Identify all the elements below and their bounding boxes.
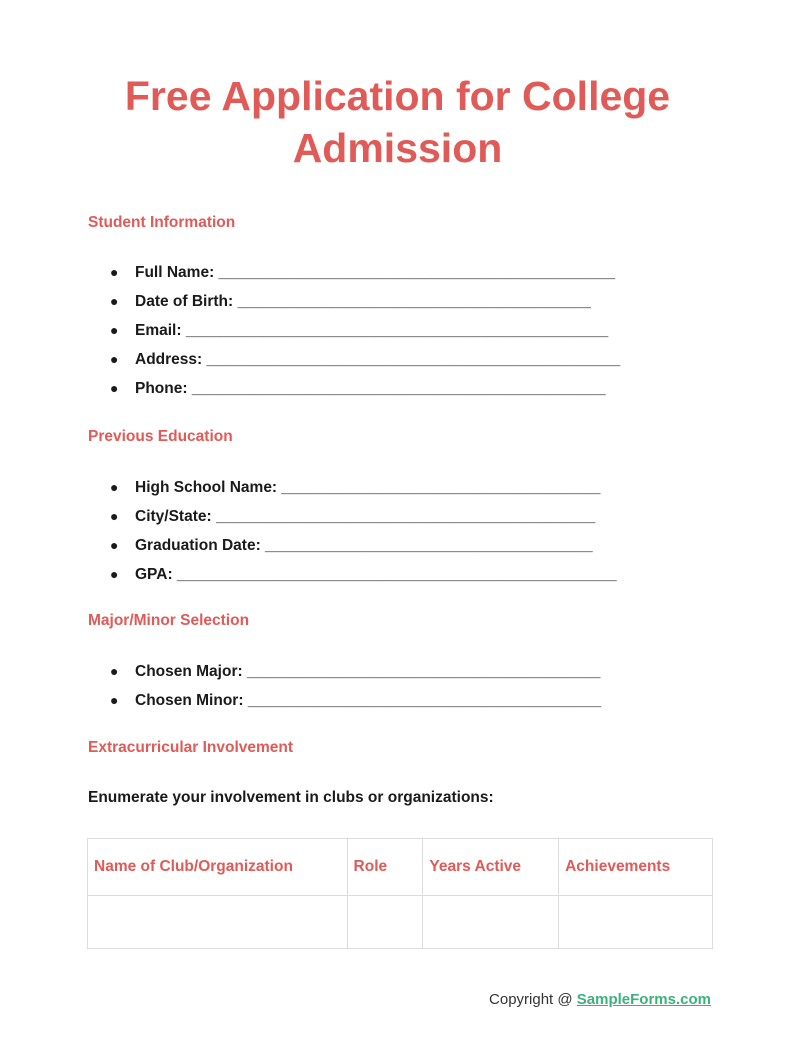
column-header-years-active: Years Active	[423, 839, 559, 896]
list-item: ● Graduation Date: ______________________________________	[110, 531, 617, 560]
list-item: ● Full Name: ______________________________________________	[110, 258, 620, 287]
full-name-field[interactable]: ______________________________________________	[218, 264, 616, 281]
copyright-text: Copyright @	[489, 991, 577, 1008]
brand-link[interactable]: SampleForms.com	[576, 991, 711, 1008]
section-heading-student-information: Student Information	[88, 214, 236, 231]
column-header-achievements: Achievements	[559, 839, 713, 896]
list-item: ● High School Name: _____________________________________	[110, 473, 617, 502]
phone-field[interactable]: ________________________________________________	[191, 380, 606, 397]
field-label-address: Address:	[135, 351, 203, 368]
table-header-row	[88, 839, 713, 896]
field-label-city-state: City/State:	[135, 508, 212, 525]
list-item: ● City/State: ____________________________________________	[110, 502, 617, 531]
graduation-date-field[interactable]: ______________________________________	[265, 537, 593, 554]
section-heading-previous-education: Previous Education	[88, 428, 233, 445]
field-label-email: Email:	[135, 322, 182, 339]
email-field[interactable]: _________________________________________________	[185, 322, 609, 339]
list-item: ● Phone: ________________________________________________	[110, 374, 620, 403]
list-item: ● Email: _________________________________________________	[110, 316, 620, 345]
field-label-date-of-birth: Date of Birth:	[135, 293, 234, 310]
section-heading-major-minor: Major/Minor Selection	[88, 612, 250, 629]
field-label-graduation-date: Graduation Date:	[135, 537, 261, 554]
field-label-full-name: Full Name:	[135, 264, 215, 281]
page-title: Free Application for College Admission	[124, 73, 671, 171]
column-header-role: Role	[347, 839, 423, 896]
column-header-club-name: Name of Club/Organization	[88, 839, 348, 896]
gpa-field[interactable]: ___________________________________________________	[176, 566, 617, 583]
field-label-phone: Phone:	[135, 380, 188, 397]
chosen-minor-field[interactable]: _________________________________________	[247, 692, 602, 709]
list-item: ● Chosen Major: _________________________________________	[110, 657, 601, 686]
extracurricular-intro: Enumerate your involvement in clubs or organizations:	[88, 789, 494, 806]
field-label-chosen-minor: Chosen Minor:	[135, 692, 244, 709]
field-label-chosen-major: Chosen Major:	[135, 663, 243, 680]
address-field[interactable]: ________________________________________________	[206, 351, 621, 368]
clubs-table	[87, 838, 713, 949]
section-heading-extracurricular: Extracurricular Involvement	[88, 739, 294, 756]
role-cell[interactable]	[347, 896, 423, 949]
date-of-birth-field[interactable]: _________________________________________	[237, 293, 591, 310]
table-row	[88, 896, 713, 949]
list-item: ● Address: ________________________________________________	[110, 345, 620, 374]
previous-education-list	[110, 473, 617, 589]
student-information-list	[110, 258, 620, 403]
field-label-high-school-name: High School Name:	[135, 479, 278, 496]
list-item: ● Chosen Minor: _________________________________________	[110, 686, 601, 715]
achievements-cell[interactable]	[559, 896, 713, 949]
high-school-name-field[interactable]: _____________________________________	[281, 479, 601, 496]
field-label-gpa: GPA:	[135, 566, 173, 583]
club-name-cell[interactable]	[88, 896, 348, 949]
chosen-major-field[interactable]: _________________________________________	[246, 663, 601, 680]
city-state-field[interactable]: ____________________________________________	[215, 508, 596, 525]
list-item: ● Date of Birth: _________________________________________	[110, 287, 620, 316]
major-minor-list	[110, 657, 601, 715]
footer	[489, 991, 711, 1008]
list-item: ● GPA: ___________________________________________________	[110, 560, 617, 589]
years-active-cell[interactable]	[423, 896, 559, 949]
